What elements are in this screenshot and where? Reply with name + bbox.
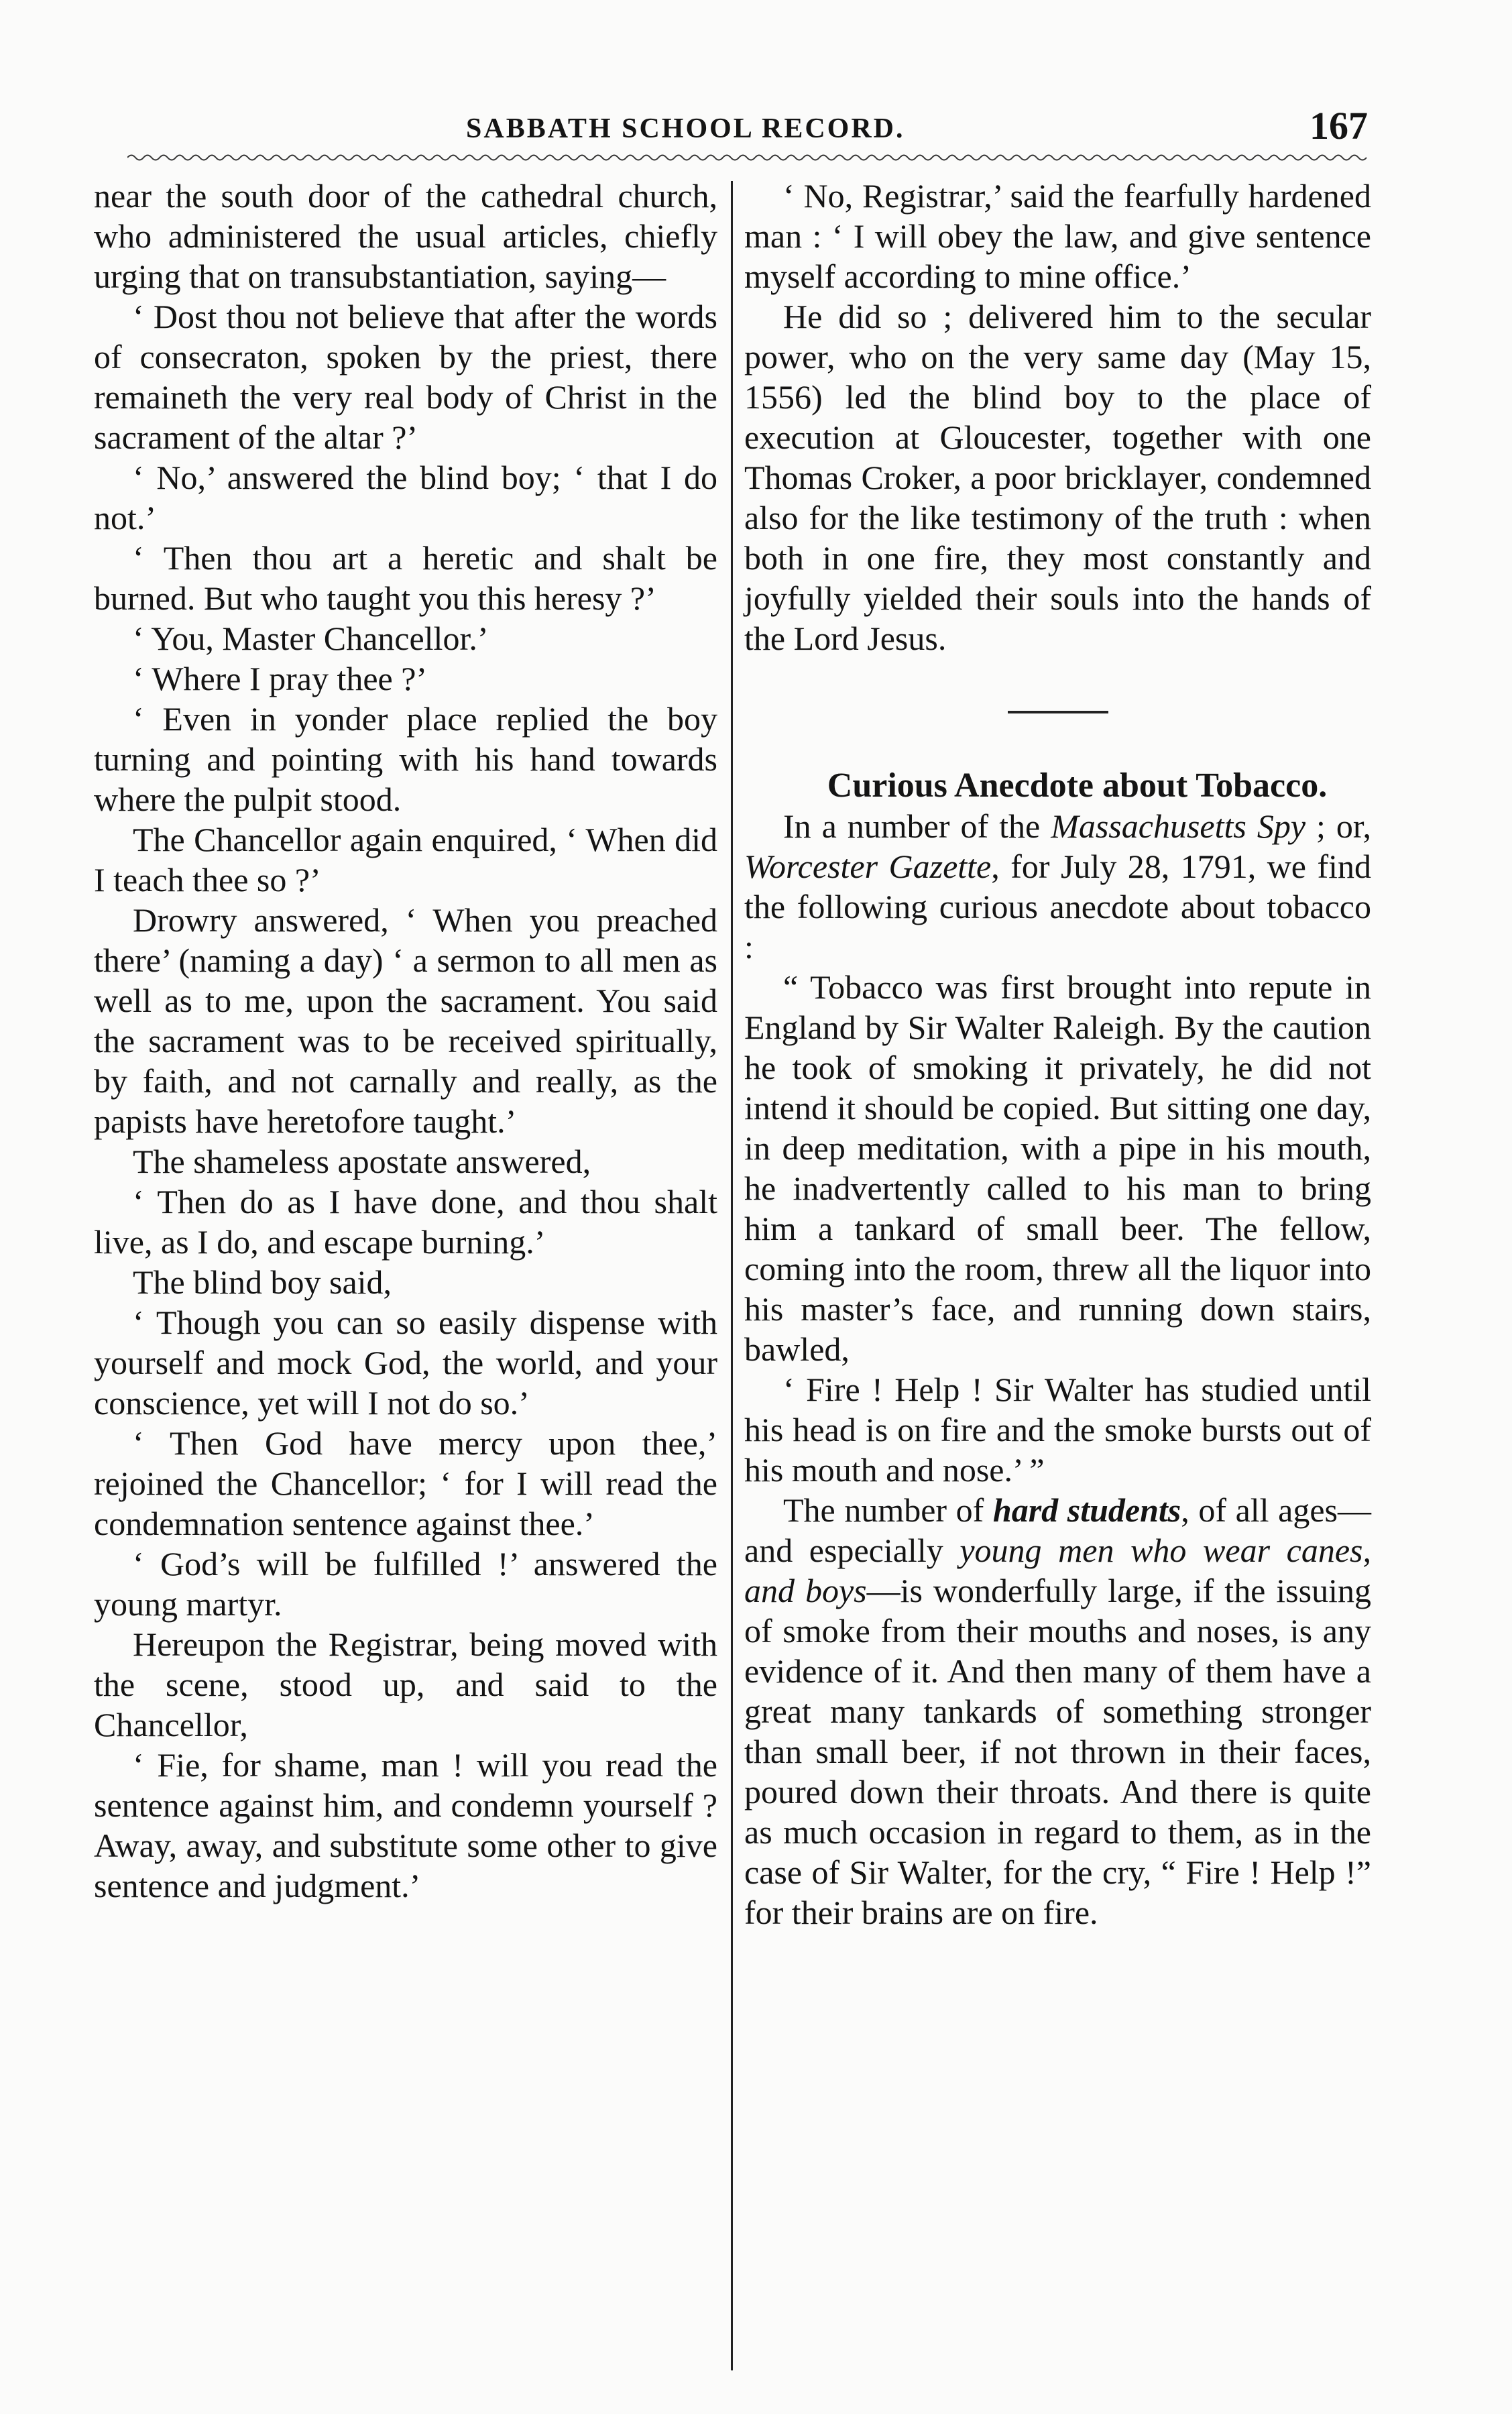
paragraph: ‘ Even in yonder place replied the boy turning and pointing with his hand towards where the pulpit stood. — [94, 700, 717, 818]
paragraph: ‘ Though you can so easily dispense with yourself and mock God, the world, and your conscience, yet will I not do so.’ — [94, 1304, 717, 1422]
paragraph: near the south door of the cathedral church, who administered the usual articles, chiefly urging that on transubstantiation, saying— — [94, 177, 717, 295]
paragraph: ‘ Then God have mercy upon thee,’ rejoined the Chancellor; ‘ for I will read the condemnation sentence against thee.’ — [94, 1424, 717, 1542]
text-run: , for July 28, 1791, we find the following curious anecdote about tobacco : — [744, 848, 1371, 966]
emphasis: young men who wear canes, and boys — [744, 1532, 1371, 1609]
publication-title: Massachusetts Spy — [1051, 807, 1306, 845]
quote-paragraph: ‘ Fire ! Help ! Sir Walter has studied until his head is on fire and the smoke bursts out of his mouth and nose.’ ” — [744, 1371, 1371, 1489]
paragraph: ‘ Fie, for shame, man ! will you read the sentence against him, and condemn yourself ? Away, away, and substitute some other to give sentence and judgment.’ — [94, 1746, 717, 1904]
right-column — [744, 176, 1371, 1933]
paragraph: The blind boy said, — [133, 1263, 392, 1301]
publication-title: Worcester Gazette — [744, 848, 992, 885]
paragraph: ‘ No,’ answered the blind boy; ‘ that I do not.’ — [94, 459, 717, 536]
text-run: —is wonderfully large, if the issuing of smoke from their mouths and noses, is any evidence of it. And then many of them have a great many tankards of something stronger than small beer, if not thrown in their faces, poured down their throats. And there is quite as much occasion in regard to them, as in the case of Sir Walter, for the cry, “ Fire ! Help !” for their brains are on fire. — [744, 1572, 1371, 1931]
paragraph: Drowry answered, ‘ When you preached there’ (naming a day) ‘ a sermon to all men as well as to me, upon the sacrament. You said the sacrament was to be received spiritually, by faith, and not carnally and really, as the papists have heretofore taught.’ — [94, 901, 717, 1140]
column-divider — [731, 181, 733, 2370]
page-header — [101, 99, 1375, 153]
intro-paragraph — [744, 806, 1371, 967]
running-title: SABBATH SCHOOL RECORD. — [466, 113, 905, 144]
text-run: In a number of the — [783, 807, 1051, 845]
page-number: 167 — [1310, 104, 1368, 148]
paragraph: ‘ You, Master Chancellor.’ — [133, 620, 489, 657]
paragraph: ‘ God’s will be fulfilled !’ answered the young martyr. — [94, 1545, 717, 1623]
paragraph: ‘ Then do as I have done, and thou shalt live, as I do, and escape burning.’ — [94, 1183, 717, 1261]
emphasis: hard students — [992, 1491, 1181, 1529]
paragraph: ‘ Dost thou not believe that after the words of consecraton, spoken by the priest, there remaineth the very real body of Christ in the sacrament of the altar ?’ — [94, 298, 717, 456]
text-run: , of all ages—and especially — [744, 1491, 1372, 1569]
paragraph: The shameless apostate answered, — [133, 1143, 591, 1180]
paragraph: He did so ; delivered him to the secular power, who on the very same day (May 15, 1556) led the blind boy to the place of execution at Gloucester, together with one Thomas Croker, a poor bricklayer, condemned also for the like testimony of the truth : when both in one fire, they most constantly and joyfully yielded their souls into the hands of the Lord Jesus. — [744, 298, 1371, 657]
header-ornamental-rule — [127, 152, 1368, 164]
text-run: ; or, — [1305, 807, 1372, 845]
text-run: The number of — [783, 1491, 993, 1529]
paragraph: ‘ Then thou art a heretic and shalt be burned. But who taught you this heresy ?’ — [94, 539, 717, 617]
paragraph: ‘ Where I pray thee ?’ — [133, 660, 428, 697]
section-separator — [1008, 711, 1108, 713]
section-title: Curious Anecdote about Tobacco. — [827, 766, 1328, 805]
left-column — [94, 176, 717, 1906]
closing-paragraph — [744, 1490, 1371, 1933]
paragraph: The Chancellor again enquired, ‘ When did I teach thee so ?’ — [94, 821, 717, 899]
paragraph: Hereupon the Registrar, being moved with the scene, stood up, and said to the Chancellor, — [94, 1625, 717, 1743]
quote-paragraph: “ Tobacco was first brought into repute in England by Sir Walter Raleigh. By the caution he took of smoking it privately, he did not intend it should be copied. But sitting one day, in deep meditation, with a pipe in his mouth, he inadvertently called to his man to bring him a tankard of small beer. The fellow, coming into the room, threw all the liquor into his master’s face, and running down stairs, bawled, — [744, 968, 1371, 1368]
paragraph: ‘ No, Registrar,’ said the fearfully hardened man : ‘ I will obey the law, and give sentence myself according to mine office.’ — [744, 177, 1371, 295]
